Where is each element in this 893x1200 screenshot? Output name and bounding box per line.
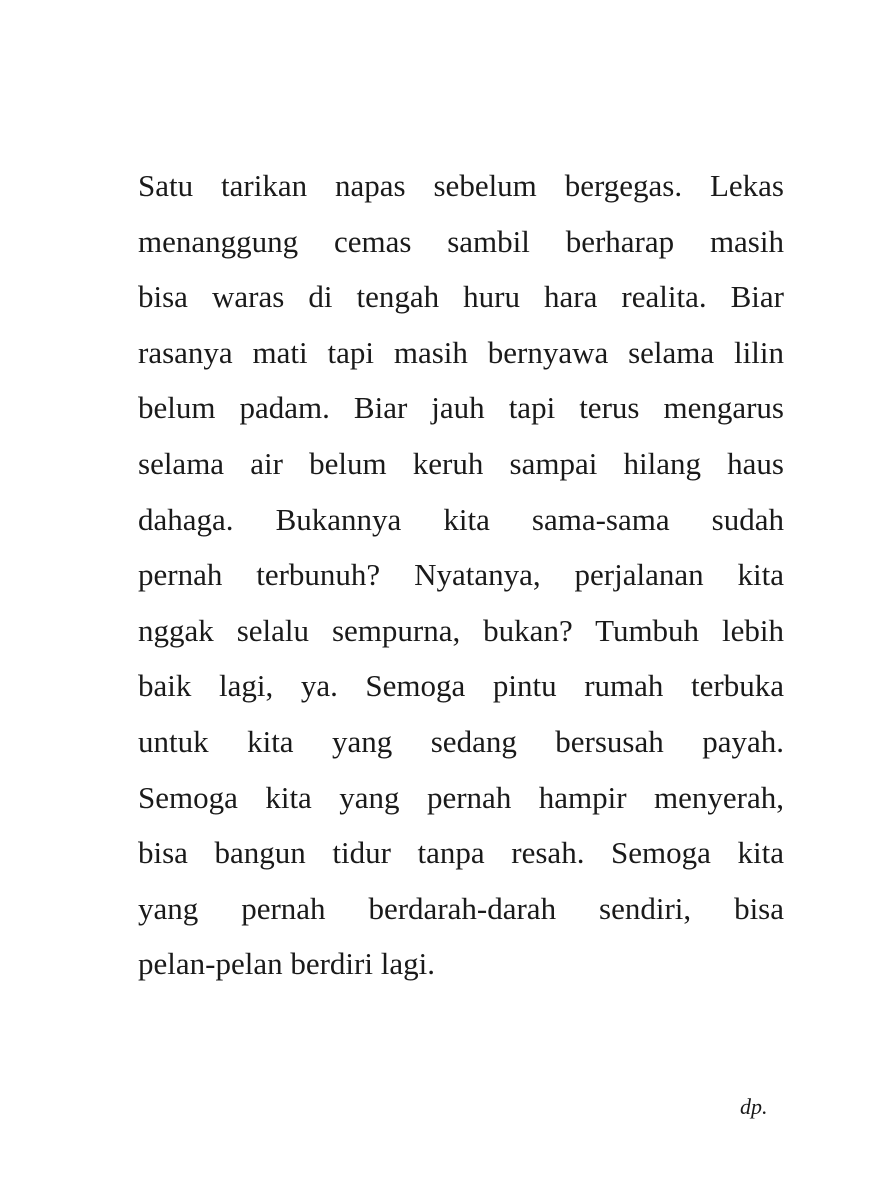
poem-line: bisa bangun tidur tanpa resah. Semoga kita [138, 835, 784, 871]
poem-text-block [138, 158, 784, 992]
poem-line: pernah terbunuh? Nyatanya, perjalanan kita [138, 557, 784, 593]
poem-line: dahaga. Bukannya kita sama-sama sudah [138, 501, 784, 537]
poem-line: baik lagi, ya. Semoga pintu rumah terbuka [138, 668, 784, 704]
poem-line: nggak selalu sempurna, bukan? Tumbuh lebih [138, 612, 784, 648]
poem-line: untuk kita yang sedang bersusah payah. [138, 723, 784, 759]
poem-line: rasanya mati tapi masih bernyawa selama lilin [138, 334, 784, 370]
poem-line: yang pernah berdarah-darah sendiri, bisa [138, 890, 784, 926]
poem-line: bisa waras di tengah huru hara realita. Biar [138, 279, 784, 315]
poem-line: menanggung cemas sambil berharap masih [138, 223, 784, 259]
author-signature: dp. [740, 1094, 768, 1119]
poem-line: belum padam. Biar jauh tapi terus mengarus [138, 390, 784, 426]
poem-line: Semoga kita yang pernah hampir menyerah, [138, 779, 784, 815]
poem-line-last: pelan-pelan berdiri lagi. [138, 946, 435, 982]
poem-line: selama air belum keruh sampai hilang haus [138, 445, 784, 481]
poem-line: Satu tarikan napas sebelum bergegas. Lekas [138, 168, 784, 203]
